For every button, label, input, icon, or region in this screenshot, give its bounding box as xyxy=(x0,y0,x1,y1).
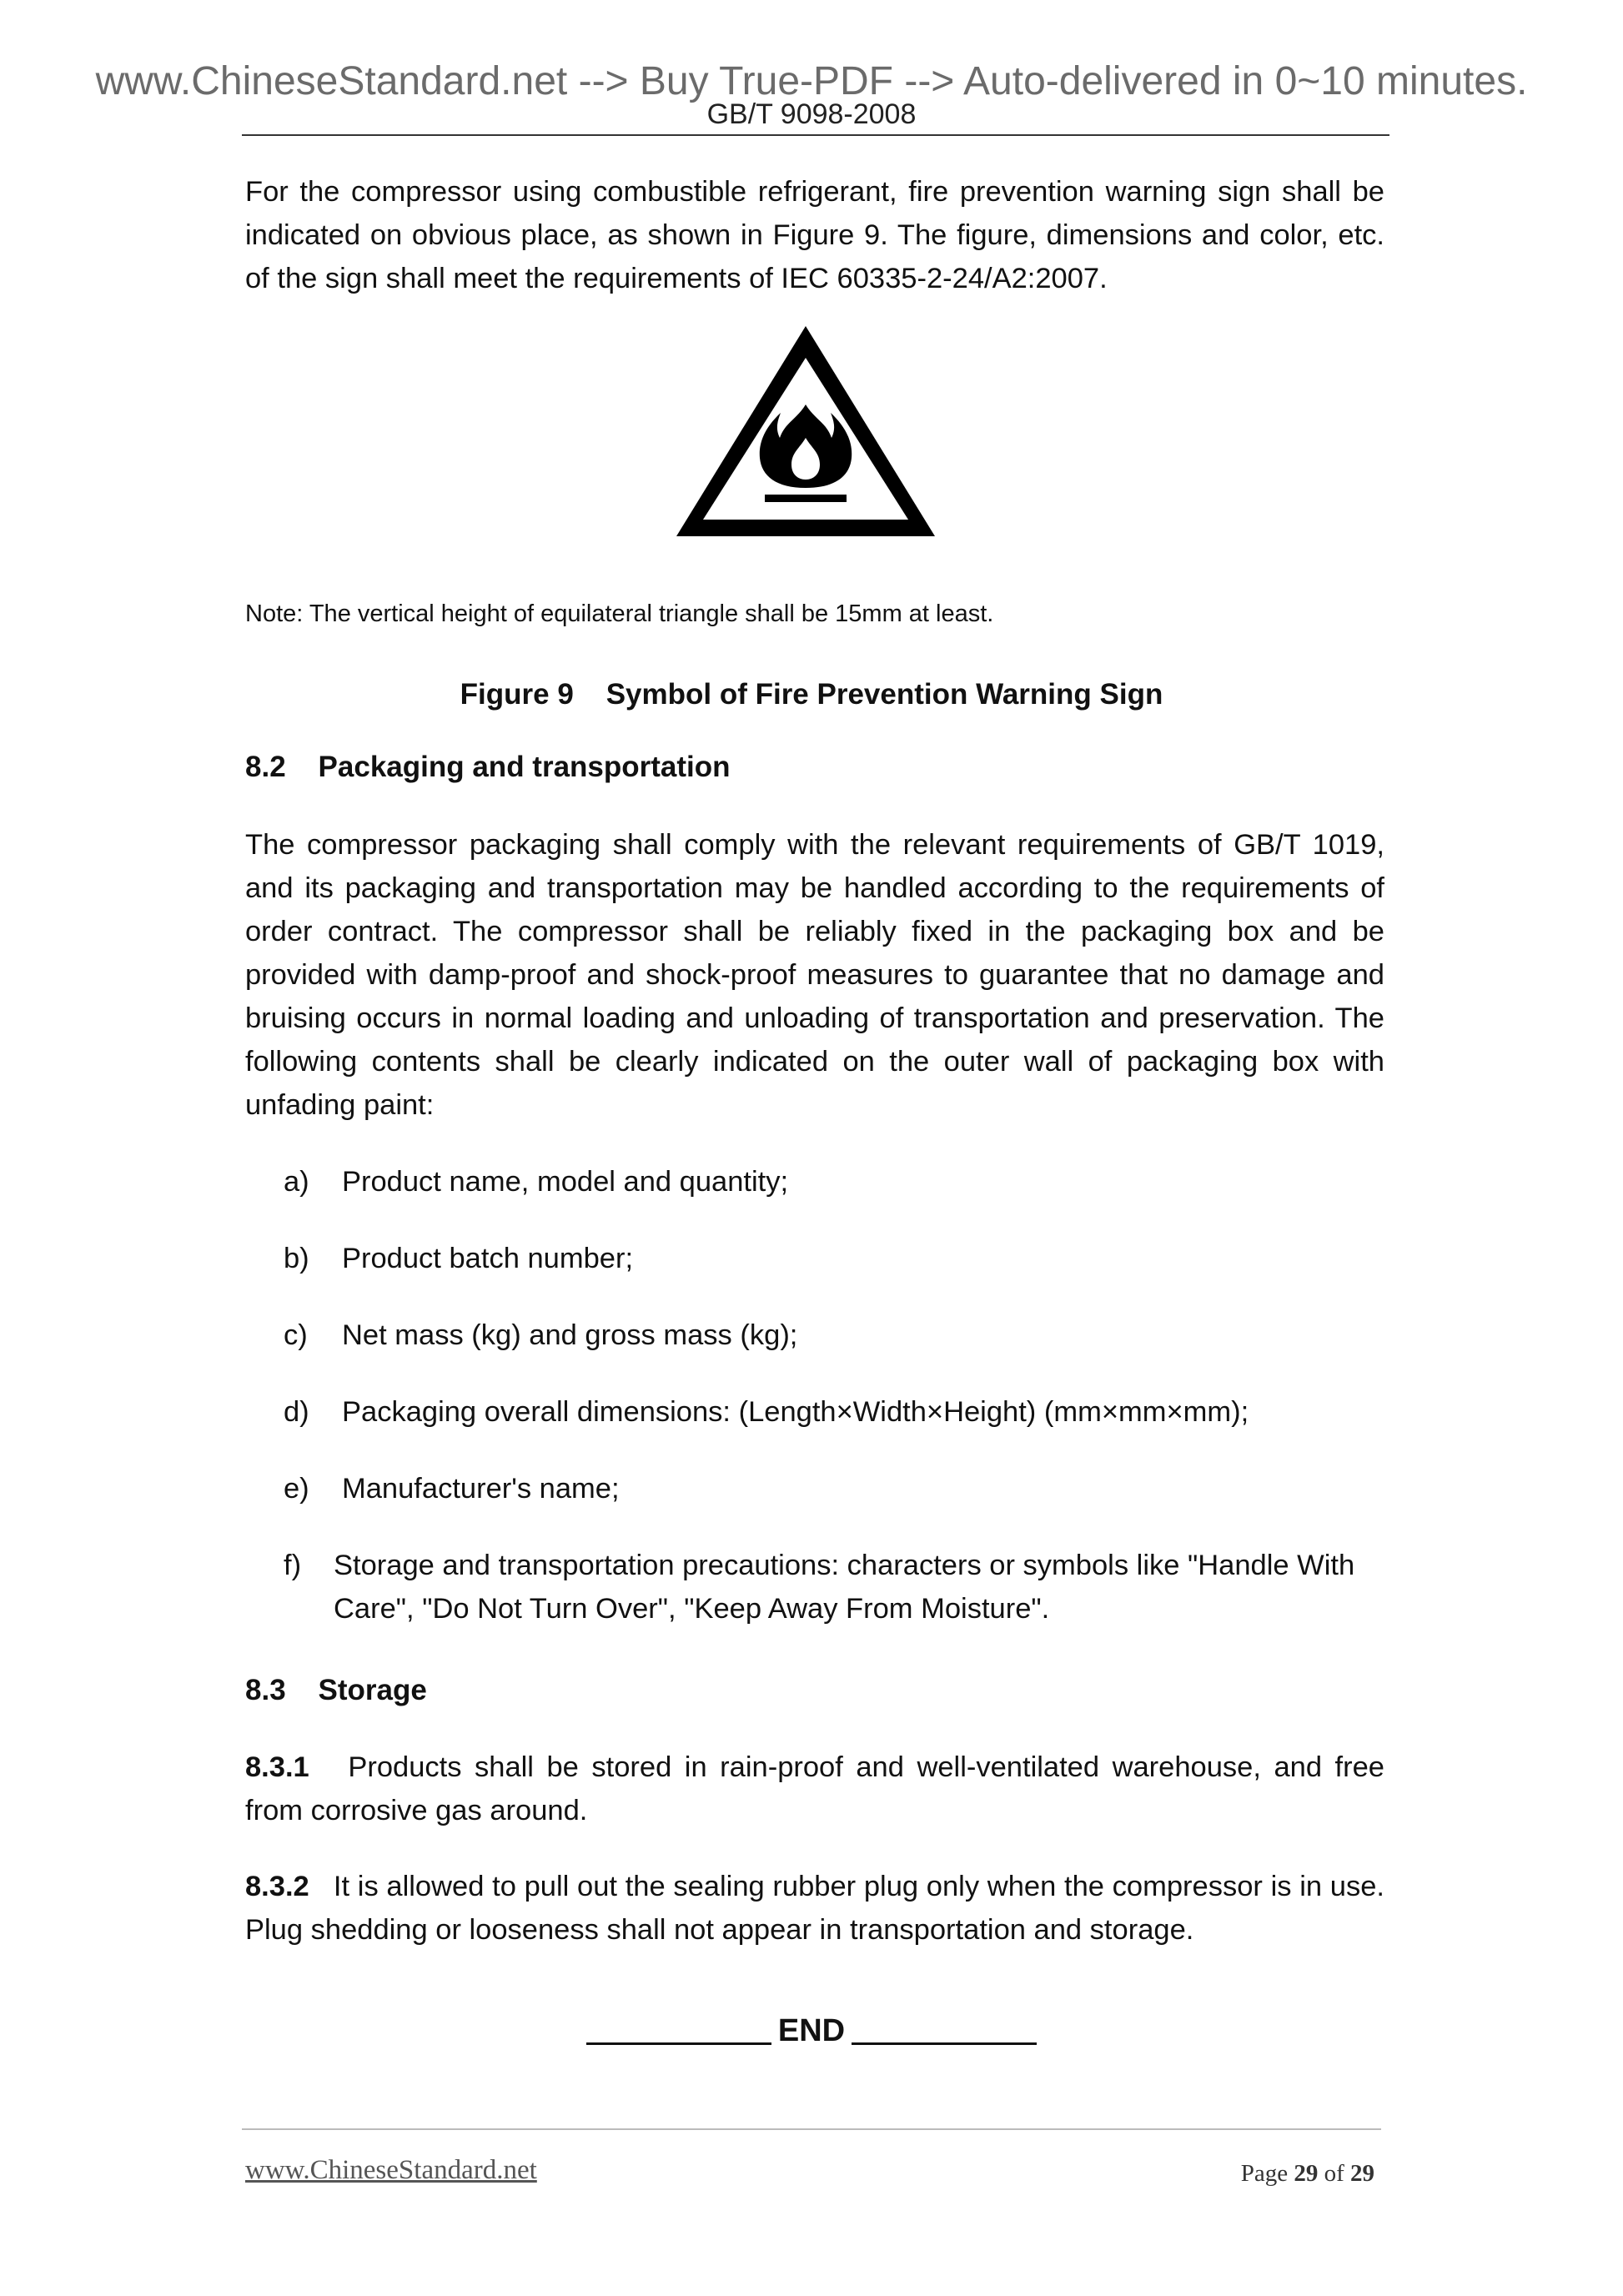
list-item xyxy=(284,1390,1384,1434)
list-item xyxy=(284,1237,1384,1280)
end-rule-left xyxy=(586,2042,771,2045)
list-item-label: b) xyxy=(284,1243,309,1274)
section-8-2-heading: 8.2 Packaging and transportation xyxy=(245,751,731,783)
list-item-label: f) xyxy=(284,1550,302,1581)
footer-link[interactable]: www.ChineseStandard.net xyxy=(245,2155,537,2185)
list-item-label: c) xyxy=(284,1319,308,1351)
list-item-text: Manufacturer's name; xyxy=(342,1473,620,1505)
clause-number: 8.3.2 xyxy=(245,1871,309,1902)
list-item-text: Net mass (kg) and gross mass (kg); xyxy=(342,1319,798,1351)
figure-caption: Figure 9 Symbol of Fire Prevention Warning Sign xyxy=(460,678,1163,711)
list-item-text: Product batch number; xyxy=(342,1243,634,1274)
list-item-text: Storage and transportation precautions: characters or symbols like "Handle With Care", "Do Not Turn Over", "Keep Away From Moisture". xyxy=(334,1550,1355,1625)
clause-8-3-1 xyxy=(245,1746,1384,1832)
figure-note: Note: The vertical height of equilateral triangle shall be 15mm at least. xyxy=(245,600,994,627)
clause-text: Products shall be stored in rain-proof and well-ventilated warehouse, and free from corrosive gas around. xyxy=(245,1751,1384,1826)
list-item xyxy=(284,1314,1384,1357)
site-banner[interactable]: www.ChineseStandard.net --> Buy True-PDF --> Auto-delivered in 0~10 minutes. xyxy=(95,59,1528,103)
list-item xyxy=(284,1544,1384,1630)
page-current: 29 xyxy=(1294,2160,1319,2187)
list-item xyxy=(284,1160,1384,1203)
page-of: of xyxy=(1324,2160,1344,2187)
page-prefix: Page xyxy=(1240,2160,1289,2187)
end-marker xyxy=(0,2010,1623,2052)
list-item-text: Packaging overall dimensions: (Length×Width×Height) (mm×mm×mm); xyxy=(342,1396,1249,1428)
clause-8-3-2 xyxy=(245,1865,1384,1952)
clause-text: It is allowed to pull out the sealing rubber plug only when the compressor is in use. Plug shedding or looseness shall not appear in transportation and storage. xyxy=(245,1871,1384,1946)
section-8-3-heading: 8.3 Storage xyxy=(245,1674,427,1706)
list-item xyxy=(284,1467,1384,1510)
list-item-text: Product name, model and quantity; xyxy=(342,1166,789,1198)
section-8-2-body: The compressor packaging shall comply with the relevant requirements of GB/T 1019, and its packaging and transportation may be handled according to the requirements of order contract. The compressor shall be reliably fixed in the packaging box and be provided with damp-proof and shock-proof measures to guarantee that no damage and bruising occurs in normal loading and unloading of transportation and preservation. The following contents shall be clearly indicated on the outer wall of packaging box with unfading paint: xyxy=(245,829,1384,1121)
document-id: GB/T 9098-2008 xyxy=(706,98,917,130)
intro-paragraph: For the compressor using combustible refrigerant, fire prevention warning sign shall be indicated on obvious place, as shown in Figure 9. The figure, dimensions and color, etc. of the sign shall meet the requirements of IEC 60335-2-24/A2:2007. xyxy=(245,176,1384,294)
end-text: END xyxy=(777,2013,846,2048)
clause-number: 8.3.1 xyxy=(245,1751,309,1783)
end-rule-right xyxy=(852,2042,1037,2045)
header-divider xyxy=(242,134,1389,136)
page-indicator xyxy=(1241,2160,1374,2188)
list-item-label: e) xyxy=(284,1473,309,1505)
fire-warning-triangle-icon xyxy=(671,321,940,543)
list-item-label: a) xyxy=(284,1166,309,1198)
page-total: 29 xyxy=(1350,2160,1374,2187)
list-item-label: d) xyxy=(284,1396,309,1428)
footer-divider xyxy=(242,2128,1381,2130)
